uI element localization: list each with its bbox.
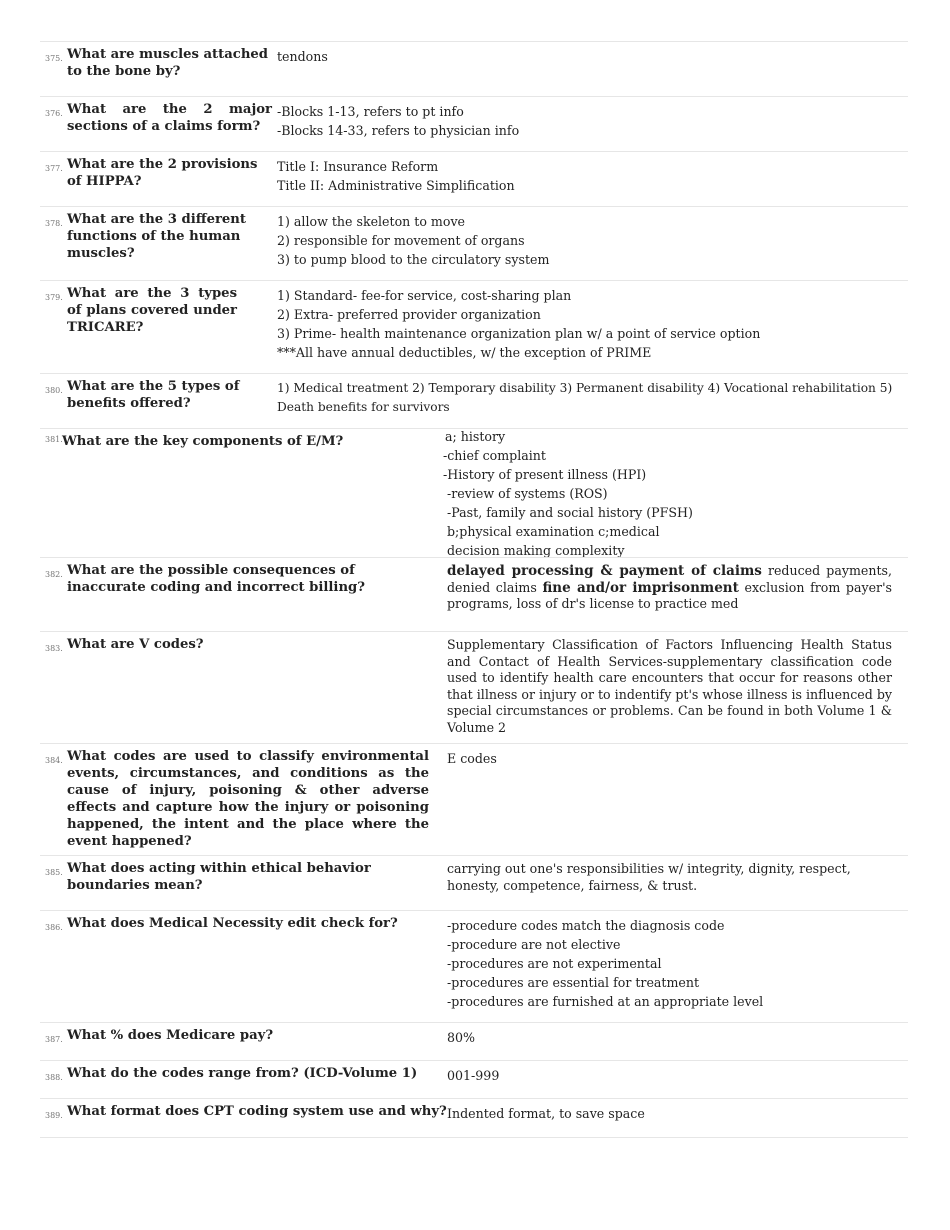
card-number: 377. xyxy=(45,164,63,173)
card-answer xyxy=(447,916,763,1011)
flashcard-row xyxy=(40,1098,908,1138)
card-question: What are the 3 different functions of the human muscles? xyxy=(67,212,246,261)
card-answer: 001-999 xyxy=(447,1068,500,1083)
flashcard-row xyxy=(40,910,908,1023)
flashcard-row xyxy=(40,280,908,374)
answer-line: -procedures are not experimental xyxy=(447,956,662,971)
flashcard-row xyxy=(40,631,908,744)
card-answer: carrying out one's responsibilities w/ integrity, dignity, respect, honesty, competence, fairness, & trust. xyxy=(447,861,851,893)
card-question: What does Medical Necessity edit check for? xyxy=(67,916,398,931)
card-number: 379. xyxy=(45,293,63,302)
card-question: What are V codes? xyxy=(67,637,204,652)
card-number: 378. xyxy=(45,219,63,228)
card-question: What format does CPT coding system use and why? xyxy=(67,1104,447,1119)
answer-line: -procedure codes match the diagnosis code xyxy=(447,918,725,933)
answer-line: -review of systems (ROS) xyxy=(447,486,608,501)
card-answer xyxy=(277,286,760,362)
answer-line: 3) Prime- health maintenance organization plan w/ a point of service option xyxy=(277,326,761,341)
answer-line: a; history xyxy=(445,429,506,444)
card-answer xyxy=(277,47,328,66)
card-answer: E codes xyxy=(447,751,497,766)
card-number: 376. xyxy=(45,109,63,118)
answer-text: exclusion from payer's programs, loss of dr's license to practice med xyxy=(447,579,892,611)
answer-line: ***All have annual deductibles, w/ the exception of PRIME xyxy=(277,345,652,360)
card-question: What are the 5 types of benefits offered? xyxy=(67,379,240,411)
answer-emphasis: fine and/or imprisonment xyxy=(542,579,739,596)
answer-line: -procedures are essential for treatment xyxy=(447,975,700,990)
card-answer xyxy=(277,157,515,195)
card-number: 383. xyxy=(45,644,63,653)
answer-line: -chief complaint xyxy=(443,448,546,463)
answer-line: -procedures are furnished at an appropriate level xyxy=(447,994,764,1009)
flashcard-row xyxy=(40,206,908,281)
flashcard-row xyxy=(40,151,908,207)
flashcard-row xyxy=(40,1060,908,1099)
answer-line: Title I: Insurance Reform xyxy=(277,159,439,174)
card-answer: Supplementary Classification of Factors Influencing Health Status and Contact of Health Services-supplementary classification code used to identify health care encounters that occur for reasons other that illness or injury or to indentify pt's whose illness is influenced by special circumstances or problems. Can be found in both Volume 1 & Volume 2 xyxy=(447,637,892,735)
card-answer: Indented format, to save space xyxy=(447,1106,645,1121)
answer-line: 1) Medical treatment 2) Temporary disability 3) Permanent disability 4) Vocational rehabilitation 5) xyxy=(277,381,893,395)
answer-line: -Blocks 14-33, refers to physician info xyxy=(277,123,520,138)
answer-line: 1) allow the skeleton to move xyxy=(277,214,466,229)
answer-line: tendons xyxy=(277,49,328,64)
card-question: What do the codes range from? (ICD-Volume 1) xyxy=(67,1066,418,1081)
card-question: What are muscles attached to the bone by? xyxy=(67,47,269,79)
flashcard-row xyxy=(40,428,908,558)
answer-text: reduced payments, denied claims xyxy=(447,563,892,595)
flashcard-row xyxy=(40,373,908,429)
flashcard-row xyxy=(40,557,908,632)
card-question: What are the possible consequences of inaccurate coding and incorrect billing? xyxy=(67,563,365,595)
card-number: 382. xyxy=(45,570,63,579)
card-number: 375. xyxy=(45,54,63,63)
card-question: What codes are used to classify environmental events, circumstances, and conditions as the cause of injury, poisoning & other adverse effects and capture how the injury or poisoning happened, the intent and the place where the event happened? xyxy=(67,749,429,849)
card-number: 384. xyxy=(45,756,63,765)
answer-line: 3) to pump blood to the circulatory system xyxy=(277,252,550,267)
answer-line: b;physical examination c;medical xyxy=(447,524,660,539)
flashcard-row xyxy=(40,1022,908,1061)
answer-line: -Past, family and social history (PFSH) xyxy=(447,505,693,520)
answer-line: 2) responsible for movement of organs xyxy=(277,233,525,248)
answer-line: -procedure are not elective xyxy=(447,937,621,952)
answer-line: decision making complexity xyxy=(447,543,625,558)
card-answer xyxy=(277,379,892,417)
flashcard-row xyxy=(40,855,908,911)
answer-line: 1) Standard- fee-for service, cost-sharing plan xyxy=(277,288,572,303)
card-answer: 80% xyxy=(447,1030,475,1045)
card-answer xyxy=(277,102,519,140)
answer-line: Death benefits for survivors xyxy=(277,400,450,414)
flashcard-row xyxy=(40,743,908,856)
card-answer xyxy=(447,563,892,613)
card-number: 387. xyxy=(45,1035,63,1044)
flashcard-row xyxy=(40,96,908,152)
card-number: 386. xyxy=(45,923,63,932)
card-question: What % does Medicare pay? xyxy=(67,1028,274,1043)
answer-line: Title II: Administrative Simplification xyxy=(277,178,515,193)
card-question: What are the key components of E/M? xyxy=(62,434,344,449)
card-question: What does acting within ethical behavior boundaries mean? xyxy=(67,861,371,893)
card-number: 388. xyxy=(45,1073,63,1082)
card-question: What are the 2 provisions of HIPPA? xyxy=(67,157,258,189)
card-question: What are the 3 types of plans covered under TRICARE? xyxy=(67,286,237,335)
card-number: 385. xyxy=(45,868,63,877)
answer-emphasis: delayed processing & payment of claims xyxy=(447,563,762,579)
card-question: What are the 2 major sections of a claims form? xyxy=(67,102,272,134)
card-answer xyxy=(277,212,549,269)
answer-line: 2) Extra- preferred provider organization xyxy=(277,307,541,322)
card-number: 381. xyxy=(45,435,63,444)
card-number: 389. xyxy=(45,1111,63,1120)
card-answer xyxy=(443,427,693,560)
flashcard-row xyxy=(40,41,908,97)
answer-line: -History of present illness (HPI) xyxy=(443,467,647,482)
answer-line: -Blocks 1-13, refers to pt info xyxy=(277,104,464,119)
card-number: 380. xyxy=(45,386,63,395)
